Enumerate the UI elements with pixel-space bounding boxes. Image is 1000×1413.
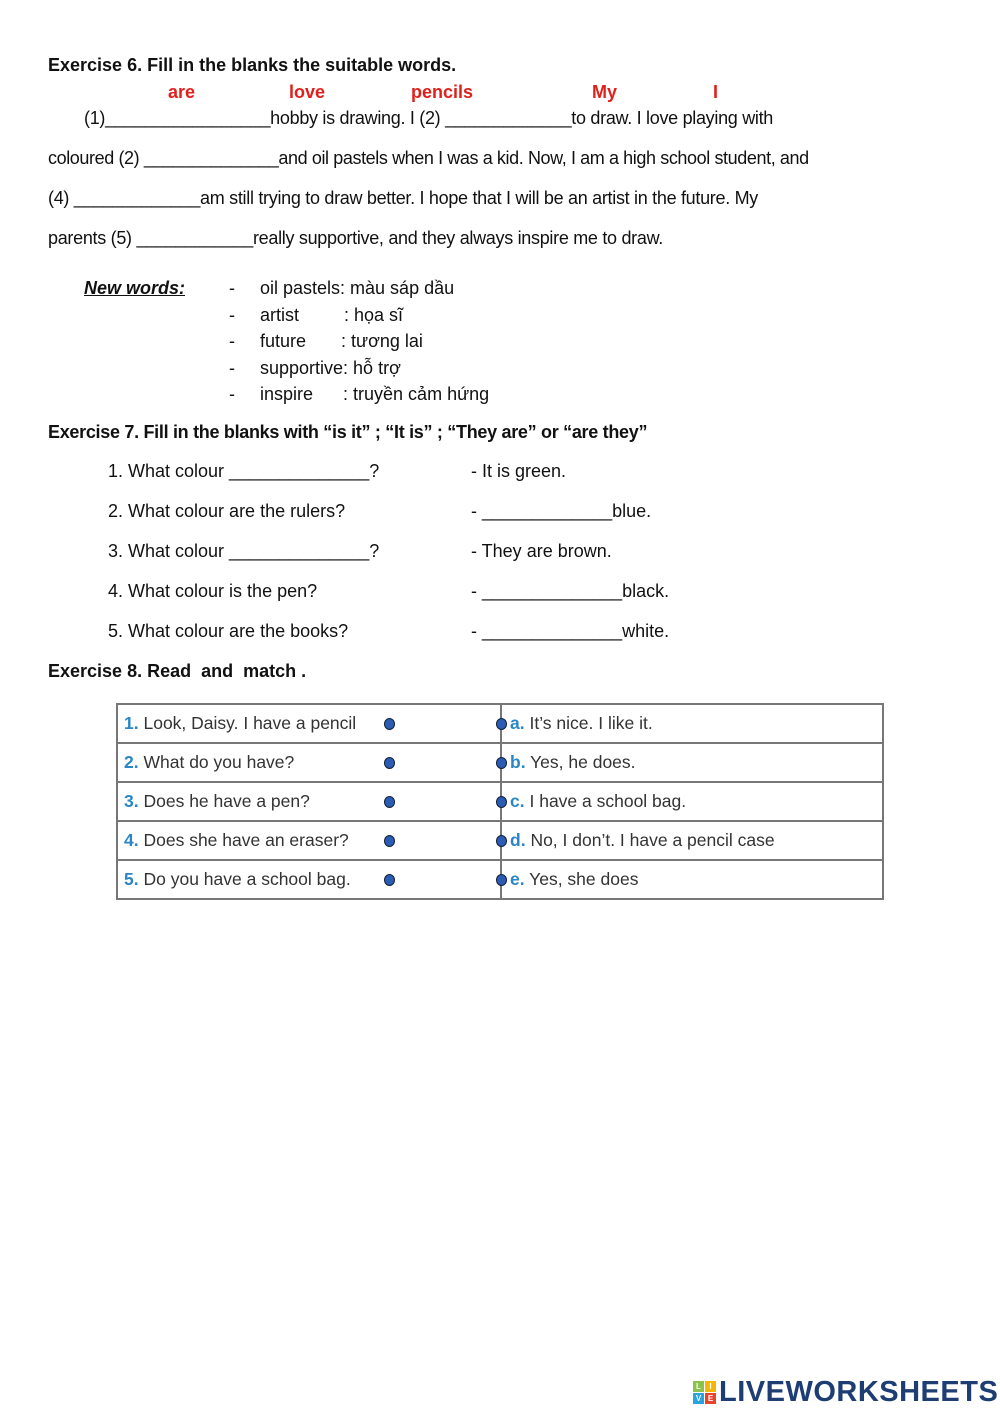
new-word-item: - oil pastels: màu sáp dầu <box>229 278 455 298</box>
question: 3. What colour ______________? <box>108 541 380 561</box>
word-bank-item: My <box>592 82 618 102</box>
answer: - ______________black. <box>471 581 670 601</box>
match-dot-left[interactable] <box>384 718 395 730</box>
match-dot-right[interactable] <box>496 757 507 769</box>
word-bank-item: pencils <box>411 82 474 102</box>
match-row <box>117 782 883 821</box>
match-right: b. Yes, he does. <box>501 743 883 782</box>
exercise-6-title: Exercise 6. Fill in the blanks the suitable words. <box>48 55 457 75</box>
new-word-item: - future : tương lai <box>229 331 423 351</box>
match-dot-left[interactable] <box>384 835 395 847</box>
match-dot-left[interactable] <box>384 757 395 769</box>
match-row <box>117 860 883 899</box>
match-right: d. No, I don’t. I have a pencil case <box>501 821 883 860</box>
logo-icon: L I V E <box>693 1381 716 1404</box>
answer: - It is green. <box>471 461 567 481</box>
match-right: e. Yes, she does <box>501 860 883 899</box>
passage-line: parents (5) ____________really supportive, and they always inspire me to draw. <box>48 228 663 248</box>
match-left: 3. Does he have a pen? <box>117 782 501 821</box>
match-left: 1. Look, Daisy. I have a pencil <box>117 704 501 743</box>
match-left: 2. What do you have? <box>117 743 501 782</box>
word-bank-item: I <box>713 82 719 102</box>
match-dot-right[interactable] <box>496 835 507 847</box>
answer: - ______________white. <box>471 621 670 641</box>
match-row <box>117 704 883 743</box>
question: 2. What colour are the rulers? <box>108 501 346 521</box>
match-table <box>116 703 884 900</box>
exercise-8-title: Exercise 8. Read and match . <box>48 661 307 681</box>
match-left: 5. Do you have a school bag. <box>117 860 501 899</box>
exercise-7-title: Exercise 7. Fill in the blanks with “is it” ; “It is” ; “They are” or “are they” <box>48 422 648 442</box>
match-dot-left[interactable] <box>384 796 395 808</box>
match-left: 4. Does she have an eraser? <box>117 821 501 860</box>
new-word-item: - artist : họa sĩ <box>229 305 404 325</box>
match-right: a. It’s nice. I like it. <box>501 704 883 743</box>
new-word-item: - inspire : truyền cảm hứng <box>229 384 490 404</box>
passage-line: (4) _____________am still trying to draw better. I hope that I will be an artist in the future. My <box>48 188 759 208</box>
new-word-item: - supportive: hỗ trợ <box>229 358 401 378</box>
passage-line: coloured (2) ______________and oil pastels when I was a kid. Now, I am a high school student, and <box>48 148 809 168</box>
question: 4. What colour is the pen? <box>108 581 318 601</box>
match-row <box>117 743 883 782</box>
answer: - They are brown. <box>471 541 612 561</box>
match-dot-right[interactable] <box>496 874 507 886</box>
word-bank-item: are <box>168 82 196 102</box>
answer: - _____________blue. <box>471 501 652 521</box>
passage-line: (1)_________________hobby is drawing. I (2) _____________to draw. I love playing with <box>84 108 774 128</box>
match-dot-right[interactable] <box>496 718 507 730</box>
liveworksheets-logo: L I V E LIVEWORKSHEETS <box>693 1376 998 1409</box>
match-right: c. I have a school bag. <box>501 782 883 821</box>
match-dot-left[interactable] <box>384 874 395 886</box>
new-words-label: New words: <box>84 278 186 298</box>
question: 5. What colour are the books? <box>108 621 349 641</box>
match-dot-right[interactable] <box>496 796 507 808</box>
match-row <box>117 821 883 860</box>
word-bank-item: love <box>289 82 326 102</box>
question: 1. What colour ______________? <box>108 461 380 481</box>
